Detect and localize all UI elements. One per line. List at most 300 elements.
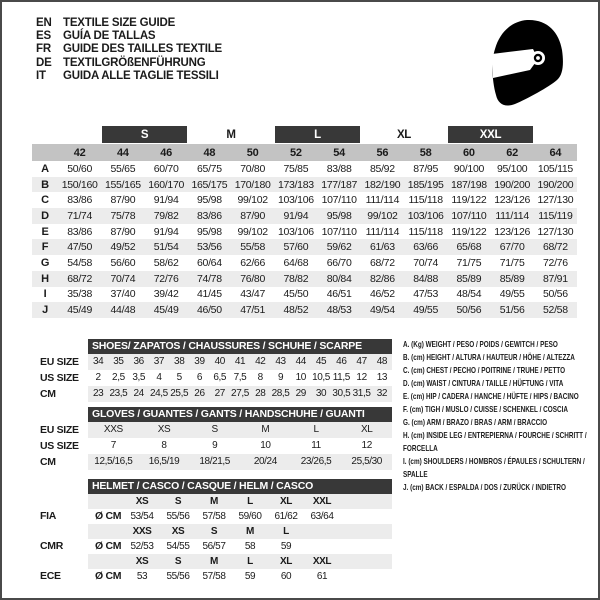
size-value-cell: 75/78 <box>110 209 136 222</box>
measurement-row-label: D <box>41 209 49 222</box>
helmet-rows <box>40 494 392 584</box>
size-value-cell: 35/38 <box>67 288 93 301</box>
gloves-cell: 18/21,5 <box>199 456 230 467</box>
size-value-cell: 170/180 <box>234 178 271 191</box>
shoes-cell: 43 <box>275 356 286 367</box>
measurement-row-label: I <box>43 288 47 301</box>
size-value-cell: 87/90 <box>110 194 136 207</box>
shoes-cell: 30 <box>315 388 327 399</box>
size-value-cell: 65/68 <box>456 241 482 254</box>
measurement-row <box>32 239 577 255</box>
shoes-cell: 12 <box>356 372 367 383</box>
helmet-size-header: S <box>174 495 182 507</box>
measurement-row <box>32 255 577 271</box>
measurement-row <box>32 177 577 193</box>
size-column-header: 46 <box>160 146 172 159</box>
size-number-row <box>32 144 577 161</box>
size-column-header: 64 <box>549 146 562 159</box>
size-group-spacer <box>58 126 100 143</box>
gloves-cell: 7 <box>110 440 116 451</box>
size-value-cell: 79/82 <box>153 209 179 222</box>
shoes-cell: 2 <box>95 372 101 383</box>
helmet-size-header: L <box>247 555 253 567</box>
size-value-cell: 165/175 <box>191 178 228 191</box>
shoes-row <box>40 370 392 386</box>
shoes-cells <box>88 386 392 402</box>
helmet-size-header: M <box>210 555 218 567</box>
size-value-cell: 187/198 <box>450 178 487 191</box>
size-value-cell: 49/55 <box>499 288 525 301</box>
spacer <box>40 407 88 422</box>
helmet-standard-label: ECE <box>40 570 61 582</box>
language-row <box>36 70 222 83</box>
shoes-cell: 10,5 <box>312 372 330 383</box>
language-title: TEXTILE SIZE GUIDE <box>63 17 176 29</box>
size-column-header: 54 <box>333 146 345 159</box>
shoes-cell: 47 <box>356 356 367 367</box>
helmet-size-header: XS <box>135 495 149 507</box>
size-value-cell: 58/62 <box>153 256 179 269</box>
language-title: GUIDA ALLE TAGLIE TESSILI <box>63 69 219 82</box>
size-value-cell: 190/200 <box>494 178 531 191</box>
helmet-table <box>40 479 392 584</box>
size-column-header: 52 <box>290 146 302 159</box>
helmet-value-cells <box>88 509 392 524</box>
helmet-size-header: XXL <box>312 555 332 567</box>
measurement-row-label: B <box>41 178 49 191</box>
size-group-XL: XL <box>396 128 412 141</box>
shoes-cell: 24,5 <box>149 388 168 399</box>
gloves-cell: 8 <box>161 440 167 451</box>
diameter-unit-label: Ø CM <box>95 570 122 582</box>
size-value-cell: 85/89 <box>456 272 482 285</box>
gloves-cell: XXS <box>103 424 123 435</box>
size-value-cell: 59/62 <box>326 241 352 254</box>
helmet-size-row <box>40 494 392 509</box>
measurement-row-label: A <box>41 162 49 175</box>
gloves-cell: XL <box>360 424 373 435</box>
size-value-cell: 182/190 <box>364 178 401 191</box>
helmet-cell: 58 <box>244 540 256 552</box>
language-code: IT <box>36 69 46 82</box>
gloves-row-label: EU SIZE <box>40 423 79 436</box>
shoes-row-label: EU SIZE <box>40 355 79 368</box>
size-column-header: 60 <box>463 146 475 159</box>
shoes-cell: 39 <box>194 356 205 367</box>
size-value-cell: 60/70 <box>153 162 179 175</box>
shoes-cell: 6 <box>196 372 203 383</box>
helmet-title-row <box>40 479 392 494</box>
size-value-cell: 66/70 <box>326 256 352 269</box>
helmet-size-header: XS <box>171 525 185 537</box>
size-value-cell: 177/187 <box>321 178 358 191</box>
language-row <box>36 57 222 70</box>
shoes-cell: 36 <box>133 356 144 367</box>
gloves-cell: 11 <box>311 440 321 451</box>
gloves-title-row <box>40 407 392 422</box>
gloves-cell: 16,5/19 <box>148 456 180 467</box>
gloves-cells <box>88 454 392 470</box>
shoes-cell: 5 <box>176 372 182 383</box>
size-group-XXL: XXL <box>448 126 533 143</box>
size-group-spacer <box>535 126 577 143</box>
size-value-cell: 70/80 <box>240 162 266 175</box>
gloves-cell: S <box>211 424 218 435</box>
size-value-cell: 47/53 <box>413 288 439 301</box>
spacer <box>40 494 88 509</box>
size-value-cell: 95/100 <box>496 162 528 175</box>
size-value-cell: 83/88 <box>326 162 352 175</box>
size-value-cell: 46/51 <box>326 288 352 301</box>
size-value-cell: 63/66 <box>413 241 439 254</box>
size-column-header: 56 <box>376 146 389 159</box>
shoes-cell: 46 <box>336 356 347 367</box>
size-value-cell: 71/75 <box>499 256 525 269</box>
gloves-cells <box>88 438 392 454</box>
shoes-cell: 23,5 <box>109 388 128 399</box>
size-value-cell: 107/110 <box>451 209 487 222</box>
gloves-row <box>40 438 392 454</box>
language-title: GUIDE DES TAILLES TEXTILE <box>63 43 222 56</box>
size-value-cell: 103/106 <box>277 225 314 238</box>
helmet-cell: 53/54 <box>130 510 154 522</box>
measurement-row <box>32 287 577 303</box>
size-value-cell: 45/49 <box>153 304 179 317</box>
size-value-cell: 123/126 <box>494 225 531 238</box>
size-group-L: L <box>275 126 360 143</box>
helmet-cell: 57/58 <box>202 570 226 582</box>
shoes-cell: 37 <box>153 356 165 367</box>
size-value-cell: 70/74 <box>413 256 439 269</box>
size-value-cell: 62/66 <box>240 256 266 269</box>
helmet-cell: 54/55 <box>166 540 190 552</box>
legend-item: I. (cm) SHOULDERS / HOMBROS / ÉPAULES / SCHULTERN / SPALLE <box>403 456 585 479</box>
size-value-cell: 83/86 <box>67 194 93 207</box>
helmet-icon <box>488 17 566 109</box>
helmet-cell: 52/53 <box>130 540 154 552</box>
shoes-row <box>40 354 392 370</box>
size-value-cell: 43/47 <box>240 288 266 301</box>
size-value-cell: 95/98 <box>196 194 222 207</box>
gloves-cell: 20/24 <box>253 456 277 467</box>
language-title: GUÍA DE TALLAS <box>63 30 156 43</box>
gloves-table-title: GLOVES / GUANTES / GANTS / HANDSCHUHE / GUANTI <box>88 407 392 422</box>
size-value-cell: 82/86 <box>369 272 395 285</box>
size-value-cell: 173/183 <box>277 178 314 191</box>
size-value-cell: 115/118 <box>408 194 443 207</box>
helmet-table-title: HELMET / CASCO / CASQUE / HELM / CASCO <box>88 479 392 494</box>
size-value-cell: 91/94 <box>283 209 309 222</box>
size-value-cell: 127/130 <box>537 225 574 238</box>
helmet-value-row <box>40 569 392 584</box>
helmet-cell: 55/56 <box>166 570 190 582</box>
size-value-cell: 50/60 <box>67 162 93 175</box>
legend-item: C. (cm) CHEST / PECHO / POITRINE / TRUHE / PETTO <box>403 365 566 375</box>
size-value-cell: 87/91 <box>542 272 568 285</box>
shoes-cell: 7,5 <box>233 372 247 383</box>
size-value-cell: 150/160 <box>61 178 98 191</box>
legend-item: F. (cm) TIGH / MUSLO / CUISSE / SCHENKEL / COSCIA <box>403 404 568 414</box>
legend-item: J. (cm) BACK / ESPALDA / DOS / ZURÜCK / INDIETRO <box>403 482 566 492</box>
measurement-row <box>32 271 577 287</box>
size-value-cell: 123/126 <box>494 194 531 207</box>
helmet-cell: 63/64 <box>310 510 334 522</box>
helmet-standard-label: CMR <box>40 540 64 552</box>
measurement-row <box>32 208 577 224</box>
helmet-cell: 55/56 <box>166 510 190 522</box>
gloves-cell: M <box>261 424 270 435</box>
size-value-cell: 46/52 <box>369 288 395 301</box>
size-value-cell: 80/84 <box>326 272 352 285</box>
size-value-cell: 84/88 <box>413 272 439 285</box>
spacer <box>40 524 88 539</box>
shoes-cell: 26 <box>194 388 205 399</box>
size-value-cell: 49/52 <box>110 241 136 254</box>
shoes-row <box>40 386 392 402</box>
size-value-cell: 46/50 <box>196 304 222 317</box>
shoes-cell: 27 <box>214 388 225 399</box>
size-value-cell: 111/114 <box>365 225 400 238</box>
spacer <box>40 339 88 354</box>
shoes-title-row <box>40 339 392 354</box>
helmet-size-cells <box>88 554 392 569</box>
shoes-cell: 11,5 <box>332 372 350 383</box>
measurement-row-label: E <box>41 225 49 238</box>
shoes-cell: 3,5 <box>132 372 146 383</box>
shoes-cell: 35 <box>113 356 124 367</box>
legend-item: D. (cm) WAIST / CINTURA / TAILLE / HÜFTUNG / VITA <box>403 378 564 388</box>
language-row <box>36 30 222 43</box>
helmet-size-header: XXL <box>312 495 332 507</box>
size-value-cell: 52/58 <box>542 304 568 317</box>
language-title: TEXTILGRÖßENFÜHRUNG <box>63 56 206 69</box>
shoes-cell: 4 <box>156 372 162 383</box>
legend-item: A. (Kg) WEIGHT / PESO / POIDS / GEWITCH / PESO <box>403 339 558 349</box>
size-value-cell: 127/130 <box>537 194 574 207</box>
size-value-cell: 68/72 <box>67 272 93 285</box>
language-list <box>36 17 222 83</box>
shoes-cell: 2,5 <box>112 372 125 383</box>
size-group-header-row <box>32 126 577 143</box>
size-value-cell: 64/68 <box>283 256 309 269</box>
helmet-cell: 60 <box>280 570 292 582</box>
size-value-cell: 55/58 <box>240 241 266 254</box>
helmet-cell: 53 <box>136 570 148 582</box>
shoes-cells <box>88 354 392 370</box>
size-value-cell: 70/74 <box>110 272 136 285</box>
shoes-cell: 10 <box>295 372 306 383</box>
size-value-cell: 72/76 <box>542 256 568 269</box>
size-value-cell: 67/70 <box>499 241 525 254</box>
helmet-size-header: XXS <box>132 525 152 537</box>
measurement-row <box>32 302 577 318</box>
gloves-cell: 12,5/16,5 <box>94 456 133 467</box>
size-value-cell: 103/106 <box>277 194 314 207</box>
shoes-row-label: US SIZE <box>40 371 79 384</box>
helmet-cell: 61/62 <box>274 510 298 522</box>
measurement-row-label: G <box>40 256 50 269</box>
gloves-cell: 25,5/30 <box>351 456 382 467</box>
helmet-size-header: XL <box>280 495 292 507</box>
shoes-cell: 29 <box>295 388 306 399</box>
shoes-cell: 9 <box>277 372 284 383</box>
size-value-cell: 54/58 <box>67 256 93 269</box>
size-value-cell: 83/86 <box>67 225 93 238</box>
size-value-cell: 78/82 <box>283 272 309 285</box>
size-value-cell: 53/56 <box>196 241 222 254</box>
size-value-cell: 91/94 <box>153 225 179 238</box>
shoes-cell: 45 <box>315 356 327 367</box>
legend-item: H. (cm) INSIDE LEG / ENTREPIERNA / FOURCHE / SCHRITT / FORCELLA <box>403 430 587 453</box>
helmet-cell: 57/58 <box>202 510 226 522</box>
size-value-cell: 160/170 <box>148 178 185 191</box>
size-value-cell: 72/76 <box>153 272 179 285</box>
shoes-cell: 41 <box>234 356 246 367</box>
size-value-cell: 56/60 <box>110 256 136 269</box>
shoes-cell: 25,5 <box>170 388 189 399</box>
size-value-cell: 74/78 <box>196 272 222 285</box>
size-value-cell: 85/92 <box>369 162 395 175</box>
measurement-legend <box>403 338 600 494</box>
language-code: ES <box>36 30 51 43</box>
helmet-cell: 56/57 <box>202 540 226 552</box>
shoes-cell: 44 <box>295 356 306 367</box>
size-column-header: 58 <box>419 146 432 159</box>
size-column-header: 50 <box>246 146 259 159</box>
shoes-cell: 28,5 <box>271 388 290 399</box>
size-value-cell: 61/63 <box>369 241 395 254</box>
size-column-header: 44 <box>117 146 129 159</box>
gloves-row-label: US SIZE <box>40 439 79 452</box>
size-column-header: 62 <box>506 146 518 159</box>
helmet-standard-label: FIA <box>40 510 57 522</box>
size-value-cell: 119/122 <box>451 194 487 207</box>
helmet-value-row <box>40 509 392 524</box>
size-column-header: 48 <box>203 146 216 159</box>
spacer <box>40 554 88 569</box>
language-code: FR <box>36 43 51 56</box>
size-value-cell: 99/102 <box>237 194 268 207</box>
legend-item: E. (cm) HIP / CADERA / HANCHE / HÜFTE / HIPS / BACINO <box>403 391 579 401</box>
language-code: EN <box>36 17 52 29</box>
shoes-cell: 24 <box>133 388 144 399</box>
size-value-cell: 44/48 <box>110 304 136 317</box>
gloves-row-label: CM <box>40 455 56 468</box>
shoes-cell: 34 <box>92 356 104 367</box>
main-size-table <box>32 126 577 318</box>
size-value-cell: 75/85 <box>283 162 309 175</box>
size-value-cell: 99/102 <box>367 209 398 222</box>
size-value-cell: 45/50 <box>283 288 309 301</box>
size-value-cell: 65/75 <box>196 162 222 175</box>
helmet-size-header: M <box>210 495 218 507</box>
language-row <box>36 43 222 56</box>
size-value-cell: 105/115 <box>537 162 573 175</box>
size-value-cell: 87/90 <box>110 225 136 238</box>
shoes-cell: 27,5 <box>231 388 249 399</box>
measurement-row-label: H <box>41 272 49 285</box>
size-value-cell: 103/106 <box>407 209 444 222</box>
size-value-cell: 49/55 <box>413 304 439 317</box>
size-value-cell: 155/165 <box>104 178 141 191</box>
visor-pivot-center <box>536 56 540 60</box>
size-value-cell: 48/52 <box>283 304 309 317</box>
size-value-cell: 47/51 <box>240 304 266 317</box>
helmet-cell: 61 <box>316 570 328 582</box>
size-value-cell: 91/94 <box>153 194 179 207</box>
size-group-S: S <box>102 126 187 143</box>
shoes-cell: 28 <box>255 388 266 399</box>
measurement-row-label: J <box>42 304 48 317</box>
measurement-row-label: C <box>41 194 49 207</box>
size-value-cell: 57/60 <box>283 241 309 254</box>
size-value-cell: 48/53 <box>326 304 352 317</box>
size-value-cell: 107/110 <box>321 194 357 207</box>
shoes-cell: 38 <box>174 356 185 367</box>
helmet-cell: 59 <box>244 570 256 582</box>
size-value-cell: 55/65 <box>110 162 136 175</box>
size-value-cell: 185/195 <box>407 178 444 191</box>
shoes-cell: 48 <box>376 356 388 367</box>
size-value-cell: 99/102 <box>237 225 268 238</box>
gloves-cell: 10 <box>260 440 271 451</box>
size-value-cell: 107/110 <box>321 225 357 238</box>
size-value-cell: 37/40 <box>110 288 136 301</box>
shoes-cell: 31,5 <box>352 388 371 399</box>
size-value-cell: 119/122 <box>451 225 487 238</box>
shoes-cell: 32 <box>376 388 388 399</box>
size-value-cell: 83/86 <box>196 209 222 222</box>
size-value-cell: 190/200 <box>537 178 574 191</box>
size-value-cell: 60/64 <box>196 256 222 269</box>
gloves-cell: XS <box>157 424 171 435</box>
size-value-cell: 51/56 <box>499 304 525 317</box>
size-value-cell: 71/74 <box>67 209 93 222</box>
gloves-table <box>40 407 392 470</box>
size-value-cell: 45/49 <box>67 304 93 317</box>
helmet-size-header: L <box>283 525 289 537</box>
gloves-cell: 23/26,5 <box>300 456 332 467</box>
legend-item: G. (cm) ARM / BRAZO / BRAS / ARM / BRACCIO <box>403 417 548 427</box>
size-value-cell: 68/72 <box>542 241 568 254</box>
size-column-header: 42 <box>73 146 86 159</box>
size-value-cell: 68/72 <box>369 256 395 269</box>
language-row <box>36 17 222 30</box>
shoes-cell: 30,5 <box>332 388 351 399</box>
shoes-table <box>40 339 392 402</box>
shoes-cell: 6,5 <box>213 372 227 383</box>
size-value-cell: 87/90 <box>240 209 266 222</box>
size-value-cell: 111/114 <box>495 209 529 222</box>
size-value-cell: 95/98 <box>196 225 222 238</box>
shoes-row-label: CM <box>40 387 56 400</box>
size-value-cell: 115/119 <box>538 209 573 222</box>
spacer <box>40 479 88 494</box>
size-value-cell: 87/95 <box>413 162 439 175</box>
legend-item: B. (cm) HEIGHT / ALTURA / HAUTEUR / HÖHE / ALTEZZA <box>403 352 575 362</box>
size-value-cell: 47/50 <box>67 241 93 254</box>
shoes-cell: 42 <box>255 356 266 367</box>
shoes-cells <box>88 370 392 386</box>
shoes-table-title: SHOES/ ZAPATOS / CHAUSSURES / SCHUHE / SCARPE <box>88 339 392 354</box>
language-code: DE <box>36 56 52 69</box>
shoes-cell: 13 <box>376 372 388 383</box>
helmet-size-header: L <box>247 495 253 507</box>
gloves-cells <box>88 422 392 438</box>
gloves-row <box>40 422 392 438</box>
size-value-cell: 71/75 <box>456 256 482 269</box>
diameter-unit-label: Ø CM <box>95 510 122 522</box>
